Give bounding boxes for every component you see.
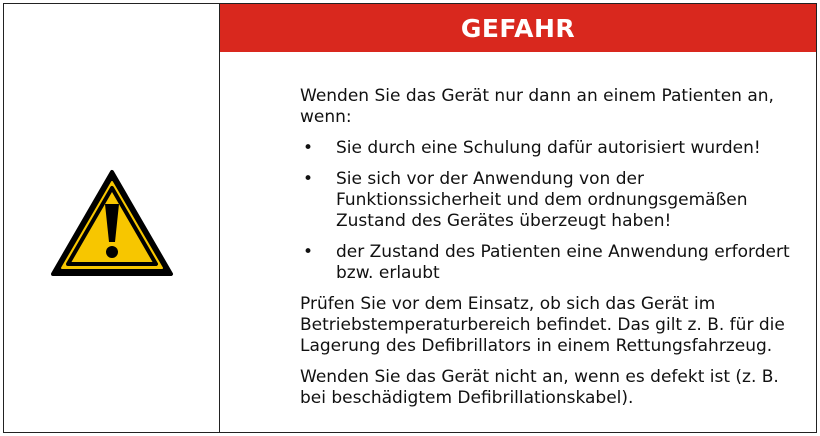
condition-list xyxy=(300,138,792,284)
danger-header xyxy=(220,4,816,52)
safety-notice xyxy=(3,3,817,433)
warning-triangle-icon xyxy=(50,168,174,278)
intro-text: Wenden Sie das Gerät nur dann an einem Patienten an, wenn: xyxy=(300,86,774,127)
list-item xyxy=(300,169,792,232)
bullet-icon: • xyxy=(303,242,314,262)
bullet-icon: • xyxy=(303,169,314,189)
icon-cell xyxy=(4,4,220,432)
list-item-text: Sie sich vor der Anwendung von der Funktionssicherheit und dem ordnungsgemäßen Zustand des Gerätes überzeugt haben! xyxy=(336,169,748,231)
content-cell xyxy=(220,4,816,432)
defect-paragraph: Wenden Sie das Gerät nicht an, wenn es defekt ist (z. B. bei beschädigtem Defibrillationskabel). xyxy=(300,367,779,408)
list-item xyxy=(300,242,792,284)
bullet-icon: • xyxy=(303,138,314,158)
notice-body xyxy=(220,52,816,419)
danger-title: GEFAHR xyxy=(460,13,576,43)
list-item-text: Sie durch eine Schulung dafür autorisiert wurden! xyxy=(336,138,761,158)
list-item xyxy=(300,138,792,159)
list-item-text: der Zustand des Patienten eine Anwendung erfordert bzw. erlaubt xyxy=(336,242,790,283)
temperature-paragraph: Prüfen Sie vor dem Einsatz, ob sich das Gerät im Betriebstemperaturbereich befindet. Das gilt z. B. für die Lagerung des Defibrillators in einem Rettungsfahrzeug. xyxy=(300,294,785,356)
